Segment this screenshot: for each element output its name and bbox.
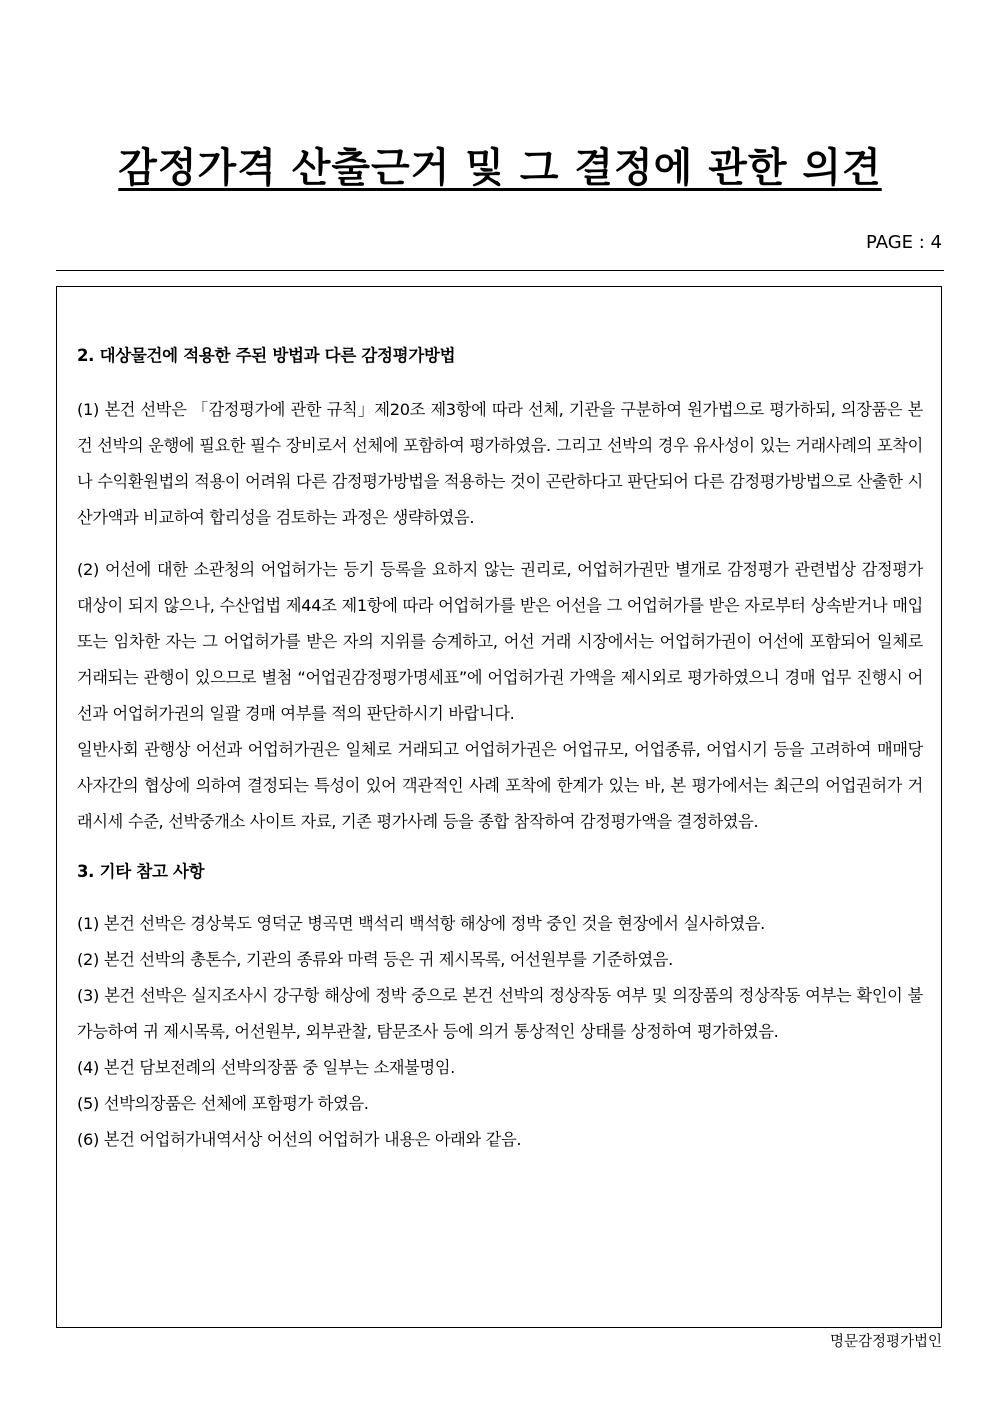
section-2-paragraph-2: (2) 어선에 대한 소관청의 어업허가는 등기 등록을 요하지 않는 권리로, 어업허가권만 별개로 감정평가 관련법상 감정평가 대상이 되지 않으나, 수산업법 제44조 제1항에 따라 어업허가를 받은 어선을 그 어업허가를 받은 자로부터 상속받거나 매입 또는 임차한 자는 그 어업허가를 받은 자의 지위를 승계하고, 어선 거래 시장에서는 어업허가권이 어선에 포함되어 일체로 거래되는 관행이 있으므로 별첨 “어업권감정평가명세표”에 어업허가권 가액을 제시외로 평가하였으니 경매 업무 진행시 어선과 어업허가권의 일괄 경매 여부를 적의 판단하시기 바랍니다. bbox=[77, 560, 923, 723]
header-divider bbox=[56, 270, 944, 271]
firm-name: 명문감정평가법인 bbox=[829, 1334, 942, 1350]
section-3-item-1: (1) 본건 선박은 경상북도 영덕군 병곡면 백석리 백석항 해상에 정박 중인 것을 현장에서 실사하였음. bbox=[77, 914, 766, 933]
section-3-item-4: (4) 본건 담보전례의 선박의장품 중 일부는 소재불명임. bbox=[77, 1058, 456, 1077]
section-2-paragraph-1: (1) 본건 선박은 「감정평가에 관한 규칙」제20조 제3항에 따라 선체, 기관을 구분하여 원가법으로 평가하되, 의장품은 본건 선박의 운행에 필요한 필수 장비로서 선체에 포함하여 평가하였음. 그리고 선박의 경우 유사성이 있는 거래사례의 포착이나 수익환원법의 적용이 어려워 다른 감정평가방법을 적용하는 것이 곤란하다고 판단되어 다른 감정평가방법으로 산출한 시산가액과 비교하여 합리성을 검토하는 과정은 생략하였음. bbox=[77, 400, 923, 527]
section-2-heading: 2. 대상물건에 적용한 주된 방법과 다른 감정평가방법 bbox=[77, 346, 456, 365]
section-3-item-2: (2) 본건 선박의 총톤수, 기관의 종류와 마력 등은 귀 제시목록, 어선원부를 기준하였음. bbox=[77, 950, 673, 969]
section-2-paragraph-3: 일반사회 관행상 어선과 어업허가권은 일체로 거래되고 어업허가권은 어업규모, 어업종류, 어업시기 등을 고려하여 매매당사자간의 협상에 의하여 결정되는 특성이 있어 객관적인 사례 포착에 한계가 있는 바, 본 평가에서는 최근의 어업권허가 거래시세 수준, 선박중개소 사이트 자료, 기존 평가사례 등을 종합 참작하여 감정평가액을 결정하였음. bbox=[77, 740, 923, 831]
section-3-heading: 3. 기타 참고 사항 bbox=[77, 862, 205, 881]
section-3-item-5: (5) 선박의장품은 선체에 포함평가 하였음. bbox=[77, 1094, 369, 1113]
section-3-item-3: (3) 본건 선박은 실지조사시 강구항 해상에 정박 중으로 본건 선박의 정상작동 여부 및 의장품의 정상작동 여부는 확인이 불가능하여 귀 제시목록, 어선원부, 외부관찰, 탐문조사 등에 의거 통상적인 상태를 상정하여 평가하였음. bbox=[77, 986, 923, 1041]
page-number: PAGE : 4 bbox=[866, 232, 942, 253]
document-title bbox=[0, 136, 1000, 193]
document-title-text: 감정가격 산출근거 및 그 결정에 관한 의견 bbox=[118, 145, 882, 191]
section-3-item-6: (6) 본건 어업허가내역서상 어선의 어업허가 내용은 아래와 같음. bbox=[77, 1130, 522, 1149]
document-body bbox=[77, 342, 923, 1158]
